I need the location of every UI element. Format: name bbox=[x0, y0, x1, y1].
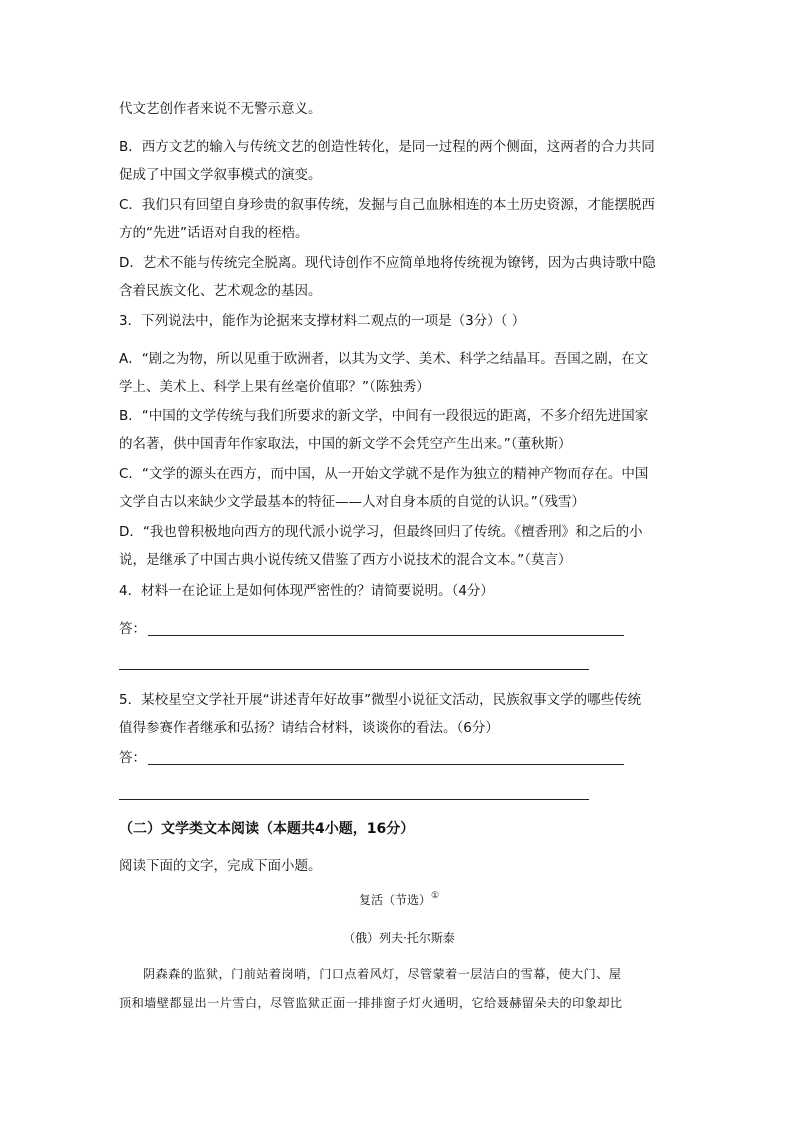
q3-option-d bbox=[119, 518, 679, 574]
answer-label: 答： bbox=[119, 750, 146, 766]
q5-stem bbox=[119, 686, 679, 742]
text-line: B．西方文艺的输入与传统文艺的创造性转化，是同一过程的两个侧面，这两者的合力共同 bbox=[119, 139, 655, 155]
q3-stem bbox=[119, 307, 679, 335]
text-line: 代文艺创作者来说不无警示意义。 bbox=[119, 101, 322, 117]
text-line: C．我们只有回望自身珍贵的叙事传统，发掘与自己血脉相连的本土历史资源，才能摆脱西 bbox=[119, 197, 655, 213]
q2-option-c bbox=[119, 191, 679, 247]
text-line: 3．下列说法中，能作为论据来支撑材料二观点的一项是（3分）（ ） bbox=[119, 313, 526, 329]
q4-stem bbox=[119, 577, 679, 605]
text-line: 说，是继承了中国古典小说传统又借鉴了西方小说技术的混合文本。”（莫言） bbox=[119, 552, 572, 568]
material-continuation bbox=[119, 95, 679, 123]
text-line: B．“中国的文学传统与我们所要求的新文学，中间有一段很远的距离，不多介绍先进国家 bbox=[119, 408, 649, 424]
text-line: 顶和墙壁都显出一片雪白，尽管监狱正面一排排窗子灯火通明，它给聂赫留朵夫的印象却比 bbox=[119, 996, 623, 1010]
story-title-text: 复活（节选） bbox=[358, 893, 431, 907]
text-line: 促成了中国文学叙事模式的演变。 bbox=[119, 167, 322, 183]
story-title bbox=[119, 888, 679, 912]
text-line: 文学自古以来缺少文学最基本的特征——人对自身本质的自觉的认识。”（残雪） bbox=[119, 494, 585, 510]
reading-instruction bbox=[119, 852, 679, 880]
text-line: C．“文学的源头在西方，而中国，从一开始文学就不是作为独立的精神产物而存在。中国 bbox=[119, 466, 649, 482]
text-line: 4．材料一在论证上是如何体现严密性的？请简要说明。（4分） bbox=[119, 583, 494, 599]
footnote-marker: ① bbox=[430, 891, 440, 901]
story-body bbox=[119, 960, 679, 1018]
q2-option-d bbox=[119, 249, 679, 305]
text-line: 阅读下面的文字，完成下面小题。 bbox=[119, 858, 322, 874]
text-line: 5．某校星空文学社开展“讲述青年好故事”微型小说征文活动，民族叙事文学的哪些传统 bbox=[119, 692, 642, 708]
q3-option-b bbox=[119, 402, 679, 458]
q5-answer-line-2[interactable] bbox=[119, 799, 589, 800]
text-line: A．“剧之为物，所以见重于欧洲者，以其为文学、美术、科学之结晶耳。吾国之剧，在文 bbox=[119, 351, 649, 367]
q5-answer-row bbox=[119, 746, 679, 770]
text-line: 含着民族文化、艺术观念的基因。 bbox=[119, 283, 322, 299]
q4-answer-row bbox=[119, 617, 679, 641]
q5-answer-blank[interactable] bbox=[148, 764, 624, 765]
text-line: 阴森森的监狱，门前站着岗哨，门口点着风灯，尽管蒙着一层洁白的雪幕，使大门、屋 bbox=[143, 967, 622, 981]
q4-answer-blank[interactable] bbox=[148, 635, 624, 636]
q4-answer-line-2[interactable] bbox=[119, 669, 589, 670]
section-heading: （二）文学类文本阅读（本题共4小题，16分） bbox=[119, 821, 415, 837]
text-line: D．艺术不能与传统完全脱离。现代诗创作不应简单地将传统视为镣铐，因为古典诗歌中隐 bbox=[119, 255, 656, 271]
story-author: （俄）列夫·托尔斯泰 bbox=[343, 931, 455, 945]
text-line: 方的“先进”话语对自我的桎梏。 bbox=[119, 225, 309, 241]
answer-label: 答： bbox=[119, 621, 146, 637]
text-line: 学上、美术上、科学上果有丝毫价值耶？”（陈独秀） bbox=[119, 379, 430, 395]
q3-option-a bbox=[119, 345, 679, 401]
text-line: 值得参赛作者继承和弘扬？请结合材料，谈谈你的看法。（6分） bbox=[119, 720, 499, 736]
q3-option-c bbox=[119, 460, 679, 516]
text-line: 的名著，供中国青年作家取法，中国的新文学不会凭空产生出来。”（董秋斯） bbox=[119, 436, 572, 452]
q2-option-b bbox=[119, 133, 679, 189]
text-line: D．“我也曾积极地向西方的现代派小说学习，但最终回归了传统。《檀香刑》和之后的小 bbox=[119, 524, 643, 540]
